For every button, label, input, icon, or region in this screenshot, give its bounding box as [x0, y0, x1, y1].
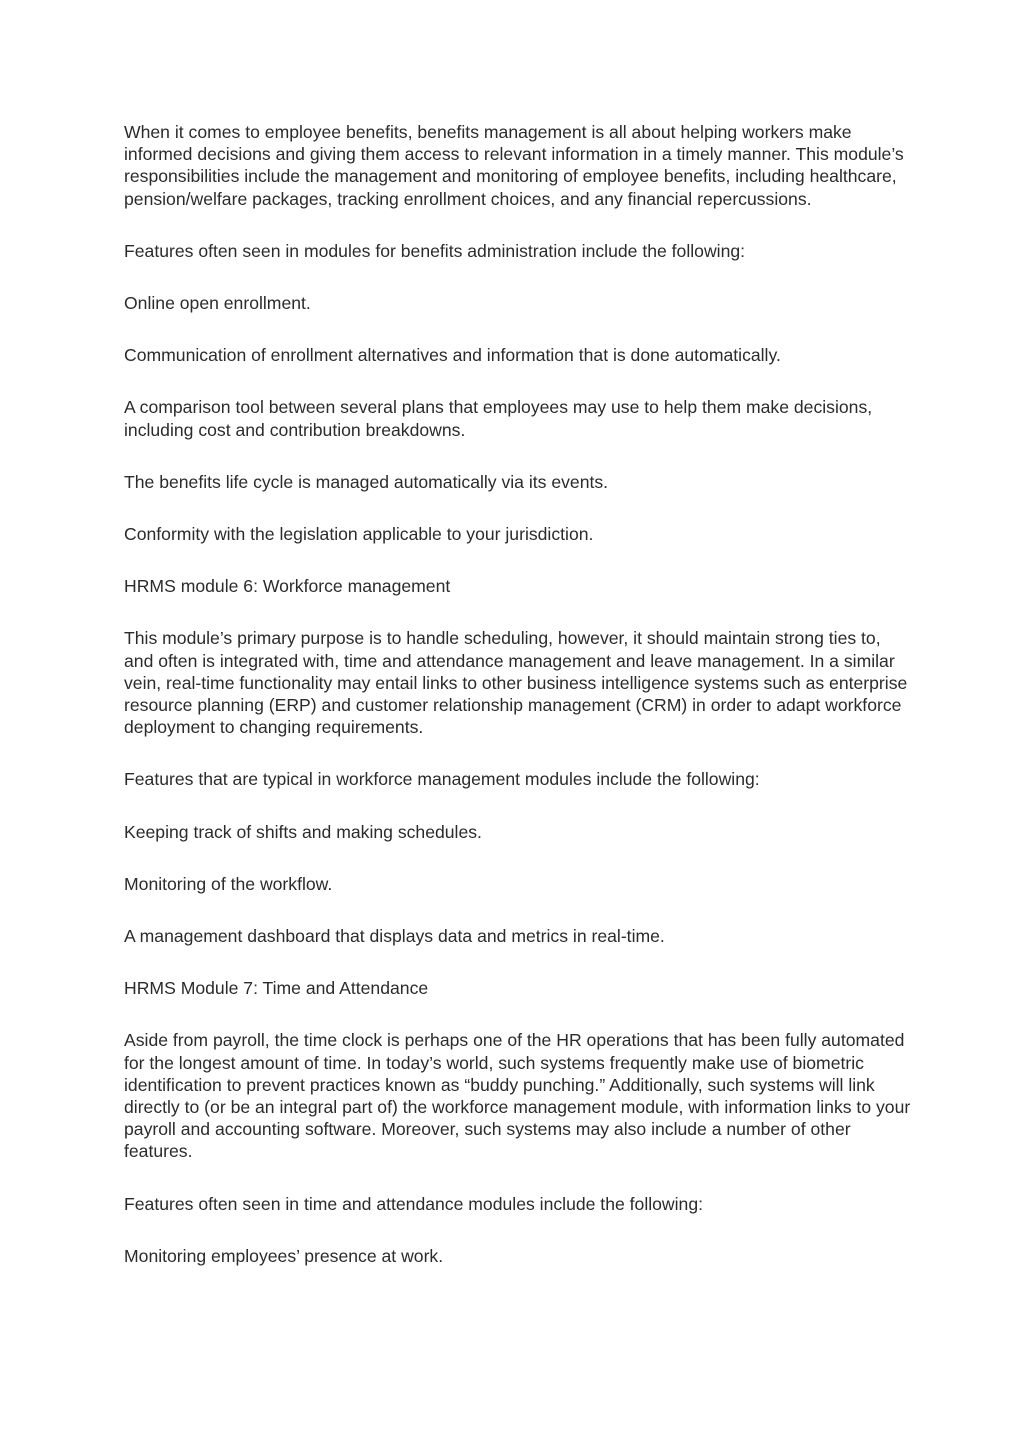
paragraph-benefits-features-lead: Features often seen in modules for benefits administration include the following: [124, 240, 746, 261]
paragraph-shift-tracking: Keeping track of shifts and making schedules. [124, 821, 482, 842]
paragraph-enrollment-communication: Communication of enrollment alternatives and information that is done automatically. [124, 345, 781, 366]
document-page [124, 121, 914, 1297]
paragraph-management-dashboard: A management dashboard that displays data and metrics in real-time. [124, 926, 665, 947]
paragraph-time-attendance-intro: Aside from payroll, the time clock is perhaps one of the HR operations that has been fully automated for the longest amount of time. In today’s world, such systems frequently make use of biometric identification to prevent practices known as “buddy punching.” Additionally, such systems will link directly to (or be an integral part of) the workforce management module, with information links to your payroll and accounting software. Moreover, such systems may also include a number of other features. [124, 1030, 911, 1162]
paragraph-online-enrollment: Online open enrollment. [124, 293, 311, 314]
paragraph-benefits-intro: When it comes to employee benefits, benefits management is all about helping workers make informed decisions and giving them access to relevant information in a timely manner. This module’s responsibilities include the management and monitoring of employee benefits, including healthcare, pension/welfare packages, tracking enrollment choices, and any financial repercussions. [124, 122, 904, 209]
heading-module-6: HRMS module 6: Workforce management [124, 576, 451, 597]
paragraph-time-attendance-features-lead: Features often seen in time and attendance modules include the following: [124, 1193, 704, 1214]
paragraph-comparison-tool: A comparison tool between several plans that employees may use to help them make decisions, including cost and contribution breakdowns. [124, 397, 873, 440]
heading-module-7: HRMS Module 7: Time and Attendance [124, 978, 429, 999]
paragraph-benefits-life-cycle: The benefits life cycle is managed automatically via its events. [124, 471, 609, 492]
paragraph-workforce-features-lead: Features that are typical in workforce management modules include the following: [124, 769, 760, 790]
paragraph-legislation-conformity: Conformity with the legislation applicable to your jurisdiction. [124, 524, 594, 545]
paragraph-presence-monitoring: Monitoring employees’ presence at work. [124, 1245, 444, 1266]
paragraph-workflow-monitoring: Monitoring of the workflow. [124, 873, 333, 894]
paragraph-workforce-intro: This module’s primary purpose is to handle scheduling, however, it should maintain strong ties to, and often is integrated with, time and attendance management and leave management. In a similar vein, real-time functionality may entail links to other business intelligence systems such as enterprise resource planning (ERP) and customer relationship management (CRM) in order to adapt workforce deployment to changing requirements. [124, 628, 908, 738]
